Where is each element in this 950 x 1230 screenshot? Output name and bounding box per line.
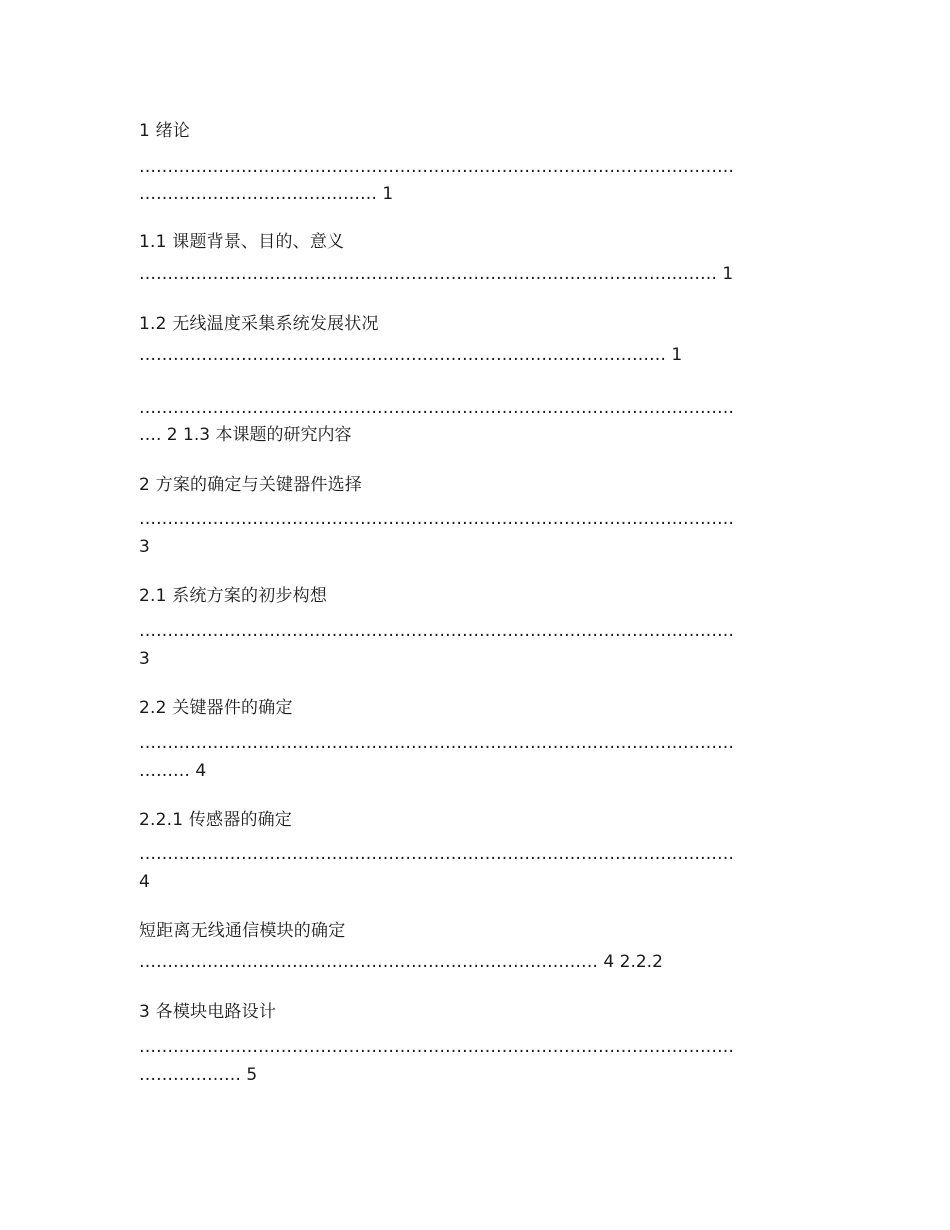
toc-heading: 短距离无线通信模块的确定 — [139, 921, 346, 941]
toc-heading: 1.1 课题背景、目的、意义 — [139, 232, 345, 252]
toc-leader-page: ……………… 5 — [139, 1065, 258, 1085]
toc-heading: 2.1 系统方案的初步构想 — [139, 586, 328, 606]
toc-heading: 3 各模块电路设计 — [139, 1002, 277, 1022]
toc-page-number: 3 — [139, 537, 151, 557]
toc-leader-page: ……………………………………………………………………… 4 2.2.2 — [139, 952, 663, 972]
toc-page-number: 4 — [139, 872, 151, 892]
toc-leader-page: ……… 4 — [139, 761, 207, 781]
toc-leader: …………………………………………………………………………………………… — [139, 733, 734, 753]
toc-leader-page: ………………………………………………………………………………… 1 — [139, 345, 683, 365]
toc-leader: …………………………………………………………………………………………… — [139, 844, 734, 864]
toc-leader: …………………………………………………………………………………………… — [139, 621, 734, 641]
toc-heading: 2 方案的确定与关键器件选择 — [139, 475, 363, 495]
toc-leader-page: ………………………………………………………………………………………… 1 — [139, 264, 734, 284]
toc-leader-page: …. 2 1.3 本课题的研究内容 — [139, 425, 352, 445]
toc-heading: 2.2 关键器件的确定 — [139, 698, 293, 718]
toc-leader-page: …………………………………… 1 — [139, 184, 394, 204]
toc-heading: 1 绪论 — [139, 121, 191, 141]
toc-leader: …………………………………………………………………………………………… — [139, 509, 734, 529]
toc-leader: …………………………………………………………………………………………… — [139, 157, 734, 177]
toc-heading: 1.2 无线温度采集系统发展状况 — [139, 314, 379, 334]
toc-leader: …………………………………………………………………………………………… — [139, 398, 734, 418]
toc-page-number: 3 — [139, 649, 151, 669]
toc-heading: 2.2.1 传感器的确定 — [139, 810, 293, 830]
toc-leader: …………………………………………………………………………………………… — [139, 1037, 734, 1057]
